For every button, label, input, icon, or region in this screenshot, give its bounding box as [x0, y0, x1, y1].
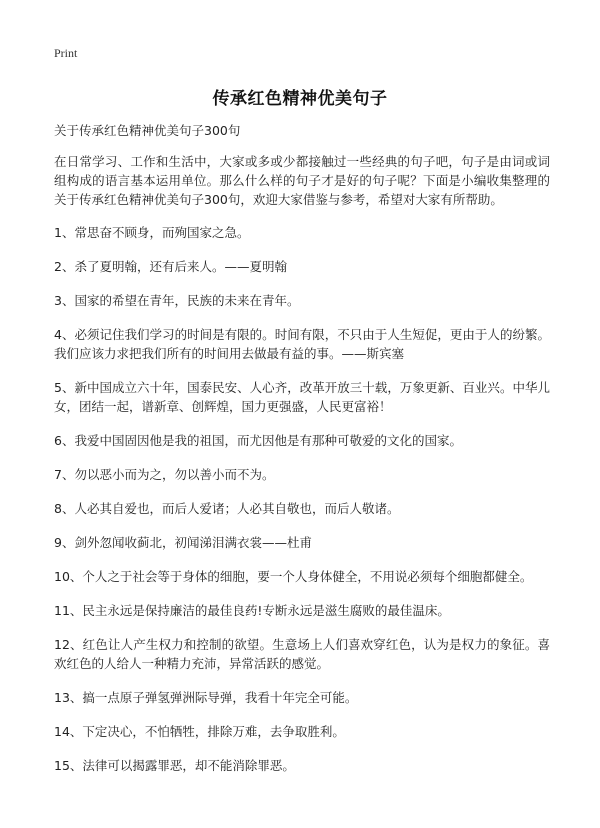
article-body	[54, 121, 550, 775]
sentence-item: 12、红色让人产生权力和控制的欲望。生意场上人们喜欢穿红色，认为是权力的象征。喜欢红色的人给人一种精力充沛，异常活跃的感觉。	[54, 637, 550, 671]
print-link[interactable]: Print	[54, 46, 78, 60]
sentence-item: 10、个人之于社会等于身体的细胞，要一个人身体健全，不用说必须每个细胞都健全。	[54, 569, 533, 584]
sentence-item: 2、杀了夏明翰，还有后来人。——夏明翰	[54, 259, 287, 274]
sentence-item: 4、必须记住我们学习的时间是有限的。时间有限，不只由于人生短促，更由于人的纷繁。我们应该力求把我们所有的时间用去做最有益的事。——斯宾塞	[54, 327, 550, 361]
intro-paragraph: 在日常学习、工作和生活中，大家或多或少都接触过一些经典的句子吧，句子是由词或词组构成的语言基本运用单位。那么什么样的句子才是好的句子呢？下面是小编收集整理的关于传承红色精神优美句子300句，欢迎大家借鉴与参考，希望对大家有所帮助。	[54, 154, 550, 207]
sentence-item: 3、国家的希望在青年，民族的未来在青年。	[54, 293, 300, 308]
sentence-item: 8、人必其自爱也，而后人爱诸；人必其自敬也，而后人敬诸。	[54, 501, 400, 516]
sentence-item: 13、搞一点原子弹氢弹洲际导弹，我看十年完全可能。	[54, 690, 358, 705]
sentence-item: 15、法律可以揭露罪恶，却不能消除罪恶。	[54, 758, 295, 773]
sentence-item: 5、新中国成立六十年，国泰民安、人心齐，改革开放三十载，万象更新、百业兴。中华儿女，团结一起，谱新章、创辉煌，国力更强盛，人民更富裕！	[54, 380, 550, 414]
sentence-item: 1、常思奋不顾身，而殉国家之急。	[54, 225, 250, 240]
sentence-list	[54, 223, 550, 775]
page-title: 传承红色精神优美句子	[212, 89, 388, 109]
sentence-item: 9、剑外忽闻收蓟北，初闻涕泪满衣裳——杜甫	[54, 535, 312, 550]
sentence-item: 11、民主永远是保持廉洁的最佳良药!专断永远是滋生腐败的最佳温床。	[54, 603, 450, 618]
sentence-item: 7、勿以恶小而为之，勿以善小而不为。	[54, 467, 275, 482]
sentence-item: 6、我爱中国固因他是我的祖国，而尤因他是有那种可敬爱的文化的国家。	[54, 433, 462, 448]
sentence-item: 14、下定决心，不怕牺牲，排除万难，去争取胜利。	[54, 724, 345, 739]
article-subtitle: 关于传承红色精神优美句子300句	[54, 123, 241, 138]
